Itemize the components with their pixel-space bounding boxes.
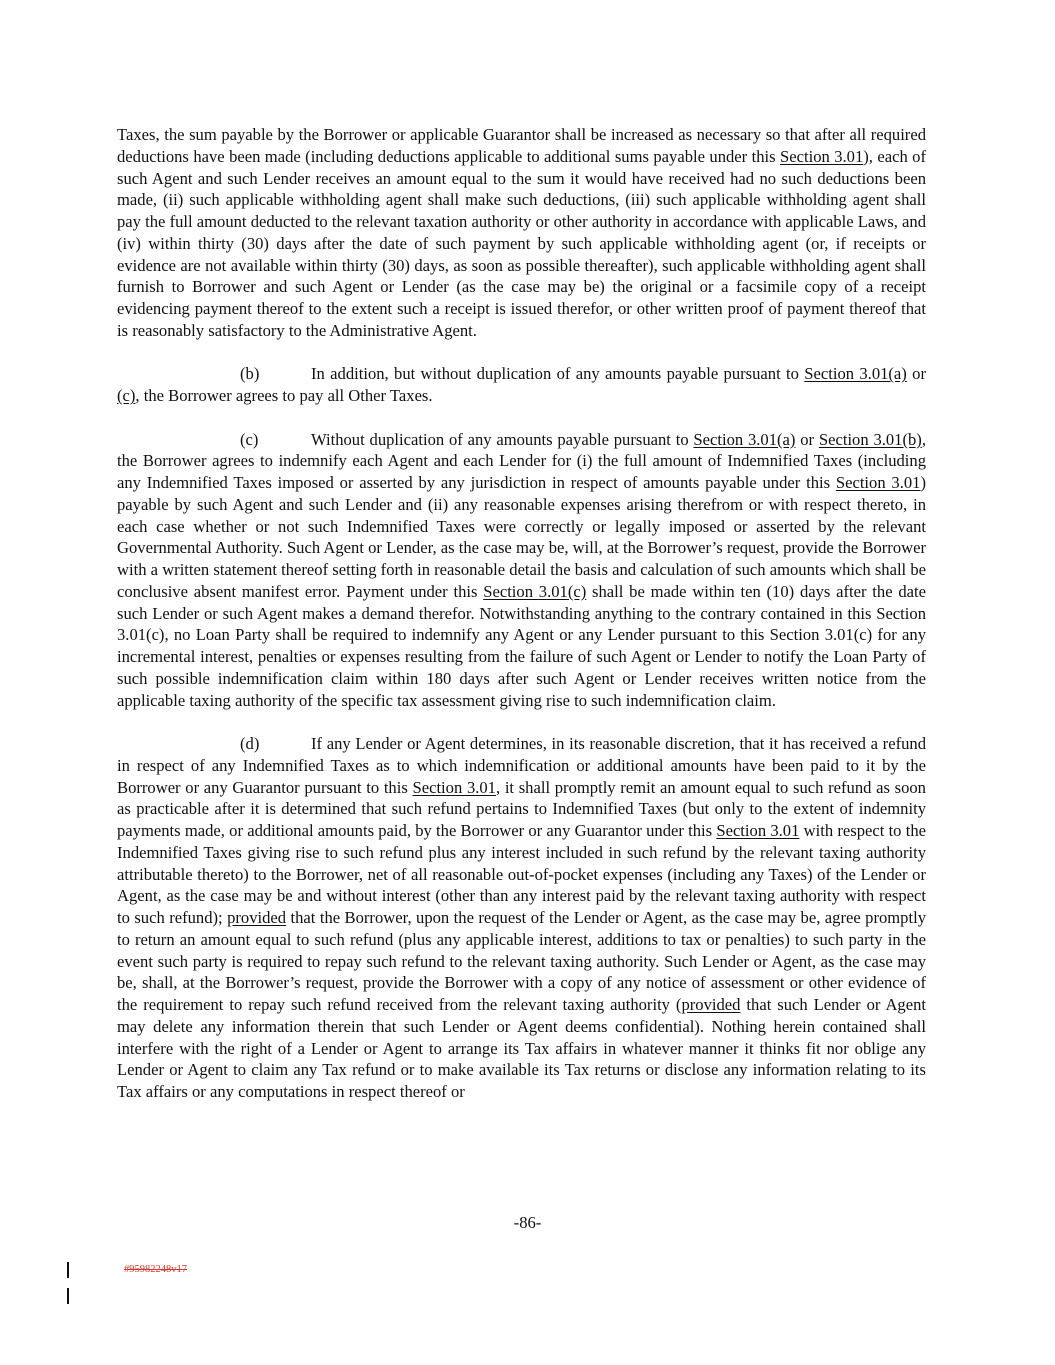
text-run: , it shall promptly remit an amount equal to such refund as soon as practicable after it is determined that such refund pertains to Indemnified Taxes (but only to the extent of indemnity payments made, or additional amounts paid, by the Borrower or any Guarantor under this	[117, 777, 926, 840]
text-run: Taxes, the sum payable by the Borrower or applicable Guarantor shall be increased as necessary so that after all required deductions have been made (including deductions applicable to additional sums payable under this	[117, 125, 926, 166]
section-reference: Section 3.01(a)	[693, 429, 796, 449]
text-run: ) payable by such Agent and such Lender and (ii) any reasonable expenses arising therefrom or with respect thereto, in each case whether or not such Indemnified Taxes were correctly or legally imposed or asserted by the relevant Governmental Authority. Such Agent or Lender, as the case may be, will, at the Borrower’s request, provide the Borrower with a written statement thereof setting forth in reasonable detail the basis and calculation of such amounts which shall be conclusive absent manifest error. Payment under this	[117, 473, 926, 601]
change-bar	[67, 1262, 69, 1278]
paragraph	[117, 124, 926, 342]
paragraph-label: (b)	[240, 364, 260, 384]
paragraph	[117, 733, 926, 1103]
section-reference: Section 3.01(b)	[818, 429, 922, 449]
text-run: that such Lender or Agent may delete any information therein that such Lender or Agent deems confidential). Nothing herein contained shall interfere with the right of a Lender or Agent to arrange its Tax affairs in whatever manner it thinks fit nor oblige any Lender or Agent to claim any Tax refund or to make available its Tax returns or disclose any information relating to its Tax affairs or any computations in respect thereof or	[117, 995, 926, 1101]
text-run: In addition, but without duplication of any amounts payable pursuant to	[311, 364, 805, 384]
section-reference: Section 3.01	[412, 777, 496, 797]
section-reference: (c)	[117, 386, 136, 405]
text-run: Without duplication of any amounts payable pursuant to	[311, 429, 694, 449]
text-run: ), each of such Agent and such Lender receives an amount equal to the sum it would have received had no such deductions been made, (ii) such applicable withholding agent shall make such deductions, (iii) such applicable withholding agent shall pay the full amount deducted to the relevant taxation authority or other authority in accordance with applicable Laws, and (iv) within thirty (30) days after the date of such payment by such applicable withholding agent (or, if receipts or evidence are not available within thirty (30) days, as soon as possible thereafter), such applicable withholding agent shall furnish to Borrower and such Agent or Lender (as the case may be) the original or a facsimile copy of a receipt evidencing payment thereof to the extent such a receipt is issued therefor, or other written proof of payment thereof that is reasonably satisfactory to the Administrative Agent.	[117, 146, 927, 340]
text-run: or	[906, 364, 927, 384]
section-reference: provided	[681, 995, 741, 1014]
paragraph	[117, 363, 926, 407]
paragraph-label: (c)	[240, 429, 259, 449]
text-run: or	[795, 429, 819, 449]
section-reference: provided	[227, 908, 287, 927]
section-reference: Section 3.01(c)	[483, 581, 587, 601]
section-reference: Section 3.01	[780, 146, 864, 166]
section-reference: Section 3.01	[835, 473, 921, 492]
change-bar	[67, 1288, 69, 1304]
paragraph	[117, 429, 926, 712]
document-body	[117, 124, 926, 1125]
page-number: -86-	[513, 1213, 542, 1232]
section-reference: Section 3.01(a)	[804, 364, 907, 384]
document-id: #95982248v17	[124, 1264, 187, 1275]
text-run: , the Borrower agrees to pay all Other Taxes.	[135, 386, 433, 405]
text-run: that the Borrower, upon the request of the Lender or Agent, as the case may be, agree promptly to return an amount equal to such refund (plus any applicable interest, additions to tax or penalties) to such party in the event such party is required to repay such refund to the relevant taxing authority. Such Lender or Agent, as the case may be, shall, at the Borrower’s request, provide the Borrower with a copy of any notice of assessment or other evidence of the requirement to repay such refund received from the relevant taxing authority (	[117, 908, 926, 1014]
section-reference: Section 3.01	[716, 821, 800, 840]
text-run: , the Borrower agrees to indemnify each Agent and each Lender for (i) the full amount of Indemnified Taxes (including any Indemnified Taxes imposed or asserted by any jurisdiction in respect of amounts payable under this	[117, 429, 926, 492]
text-run: with respect to the Indemnified Taxes giving rise to such refund plus any interest included in such refund by the relevant taxing authority attributable thereto) to the Borrower, net of all reasonable out-of-pocket expenses (including any Taxes) of the Lender or Agent, as the case may be and without interest (other than any interest paid by the relevant taxing authority with respect to such refund);	[117, 821, 926, 927]
text-run: If any Lender or Agent determines, in its reasonable discretion, that it has received a refund in respect of any Indemnified Taxes as to which indemnification or additional amounts have been paid to it by the Borrower or any Guarantor pursuant to this	[117, 734, 926, 797]
text-run: shall be made within ten (10) days after the date such Lender or such Agent makes a demand therefor. Notwithstanding anything to the contrary contained in this Section 3.01(c), no Loan Party shall be required to indemnify any Agent or any Lender pursuant to this Section 3.01(c) for any incremental interest, penalties or expenses resulting from the failure of such Agent or Lender to notify the Loan Party of such possible indemnification claim within 180 days after such Agent or Lender receives written notice from the applicable taxing authority of the specific tax assessment giving rise to such indemnification claim.	[117, 581, 926, 710]
paragraph-label: (d)	[240, 734, 260, 753]
